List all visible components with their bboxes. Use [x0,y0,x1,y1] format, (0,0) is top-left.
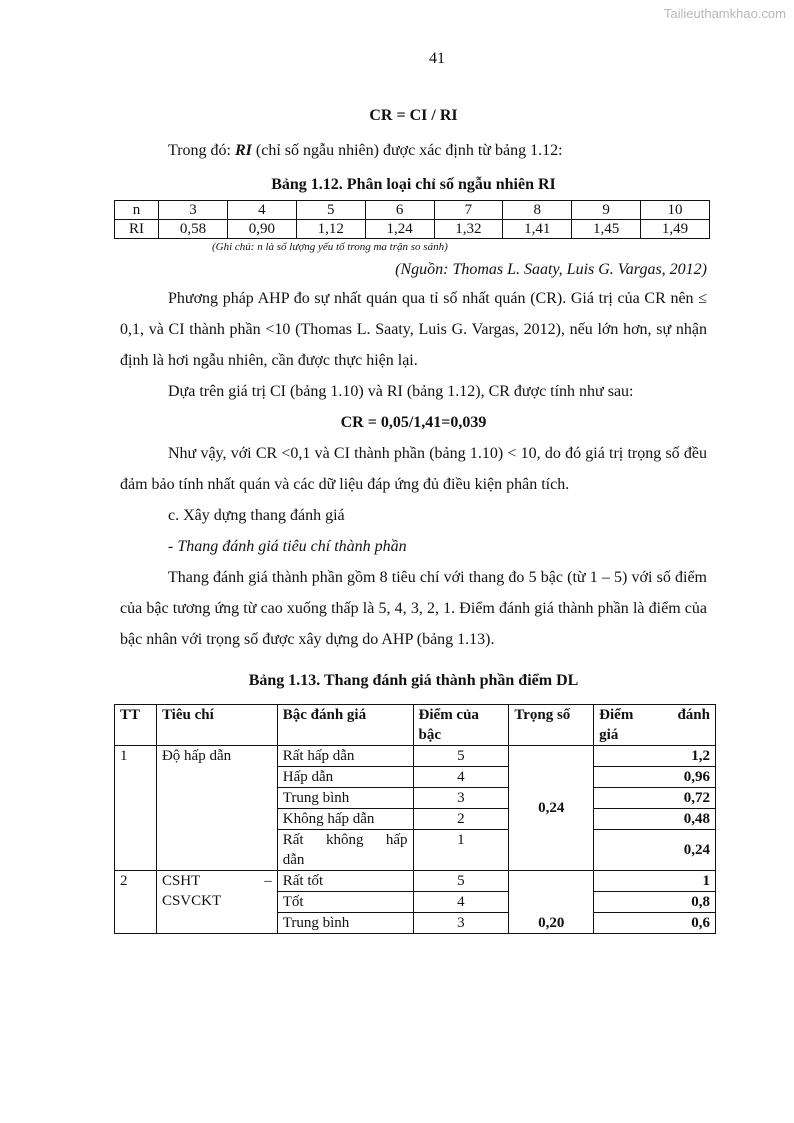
table-112-caption: Bảng 1.12. Phân loại chỉ số ngẫu nhiên RI [271,176,556,193]
formula-cr-result: CR = 0,05/1,41=0,039 [340,414,487,431]
section-heading-c: c. Xây dựng thang đánh giá [168,507,345,524]
level-cell: Trung bình [277,913,413,934]
table-cell: 1,41 [503,220,572,239]
paragraph-conclusion: Như vậy, với CR <0,1 và CI thành phần (bảng 1.10) < 10, do đó giá trị trọng số đều đảm bảo tính nhất quán và các dữ liệu đáp ứng đủ điều kiện phân tích. [120,445,707,493]
table-cell: 8 [503,201,572,220]
group2-tt: 2 [115,871,157,934]
table-cell: 6 [365,201,434,220]
group2-criterion-line [162,871,272,891]
table-cell: 9 [572,201,641,220]
group1-tt: 1 [115,746,157,871]
level-cell [277,830,413,871]
page-content [120,100,710,934]
level-cell: Tốt [277,892,413,913]
group2-criterion [156,871,277,934]
points-cell: 3 [413,913,509,934]
header-score [594,705,716,746]
group2-criterion-word: CSVCKT [161,893,222,909]
score-cell: 0,8 [594,892,716,913]
table-row [115,746,716,767]
table-cell: 1,32 [434,220,503,239]
group2-weight: 0,20 [509,871,594,934]
group1-criterion: Độ hấp dẫn [156,746,277,871]
points-cell: 2 [413,809,509,830]
watermark: Tailieuthamkhao.com [663,6,786,21]
group1-weight: 0,24 [509,746,594,871]
score-cell: 0,24 [594,830,716,871]
table-cell: 0,58 [159,220,228,239]
score-cell: 0,96 [594,767,716,788]
level-line [283,830,408,850]
ri-intro [120,135,707,166]
table-113-caption: Bảng 1.13. Thang đánh giá thành phần điểm DL [248,672,579,689]
page-number: 41 [429,50,445,67]
header-level-score: Điểm của bậc [413,705,509,746]
paragraph-cr-calc-intro: Dựa trên giá trị CI (bảng 1.10) và RI (bảng 1.12), CR được tính như sau: [168,383,634,400]
header-criterion: Tiêu chí [156,705,277,746]
points-cell: 4 [413,767,509,788]
score-cell: 1 [594,871,716,892]
header-score-word-b: đánh [677,707,710,723]
table-112-row-ri [115,220,710,239]
table-113 [114,704,716,934]
ri-intro-suffix: (chỉ số ngẫu nhiên) được xác định từ bảng 1.12: [255,142,563,159]
level-word: Rất [282,832,304,848]
level-cell: Rất tốt [277,871,413,892]
table-cell: 7 [434,201,503,220]
table-cell: 1,12 [296,220,365,239]
table-112-note: (Ghi chú: n là số lượng yếu tố trong ma trận so sánh) [212,241,448,253]
table-cell: RI [115,220,159,239]
table-112-row-n [115,201,710,220]
score-cell: 0,48 [594,809,716,830]
level-cell: Rất hấp dẫn [277,746,413,767]
table-cell: 4 [227,201,296,220]
ri-intro-prefix: Trong đó: [168,142,235,159]
table-113-header [115,705,716,746]
table-cell: 1,24 [365,220,434,239]
header-score-word-a: Điểm [599,707,634,723]
score-cell: 0,6 [594,913,716,934]
level-word: dẫn [282,852,305,868]
table-row [115,871,716,892]
header-level: Bậc đánh giá [277,705,413,746]
paragraph-scale-description: Thang đánh giá thành phần gồm 8 tiêu chí với thang đo 5 bậc (từ 1 – 5) với số điểm của bậc tương ứng từ cao xuống thấp là 5, 4, 3, 2, 1. Điểm đánh giá thành phần là điểm của bậc nhân với trọng số được xây dựng do AHP (bảng 1.13). [120,569,707,648]
level-cell: Hấp dẫn [277,767,413,788]
level-word: hấp [385,832,408,848]
points-cell: 5 [413,871,509,892]
formula-cr: CR = CI / RI [369,107,458,124]
table-cell: 0,90 [227,220,296,239]
table-112-source: (Nguồn: Thomas L. Saaty, Luis G. Vargas, 2012) [395,261,707,278]
header-score-line [599,705,710,725]
level-word: không [325,832,364,848]
header-score-word-c: giá [599,727,619,743]
points-cell: 5 [413,746,509,767]
points-cell: 3 [413,788,509,809]
table-cell: 5 [296,201,365,220]
paragraph-cr-consistency: Phương pháp AHP đo sự nhất quán qua tỉ số nhất quán (CR). Giá trị của CR nên ≤ 0,1, và CI thành phần <10 (Thomas L. Saaty, Luis G. Vargas, 2012), nếu lớn hơn, sự nhận định là hơi ngẫu nhiên, cần được thực hiện lại. [120,290,707,369]
table-cell: 1,49 [641,220,710,239]
table-cell: 1,45 [572,220,641,239]
table-cell: 3 [159,201,228,220]
group2-criterion-word: – [264,873,272,889]
table-112 [114,200,710,239]
subheading-component-scale: - Thang đánh giá tiêu chí thành phần [168,538,407,555]
table-cell: 10 [641,201,710,220]
level-cell: Trung bình [277,788,413,809]
points-cell: 4 [413,892,509,913]
points-cell: 1 [413,830,509,871]
table-cell: n [115,201,159,220]
header-weight: Trọng số [509,705,594,746]
ri-term: RI [234,142,252,159]
score-cell: 1,2 [594,746,716,767]
group2-criterion-word: CSHT [161,873,201,889]
level-cell: Không hấp dẫn [277,809,413,830]
score-cell: 0,72 [594,788,716,809]
header-tt: TT [115,705,157,746]
